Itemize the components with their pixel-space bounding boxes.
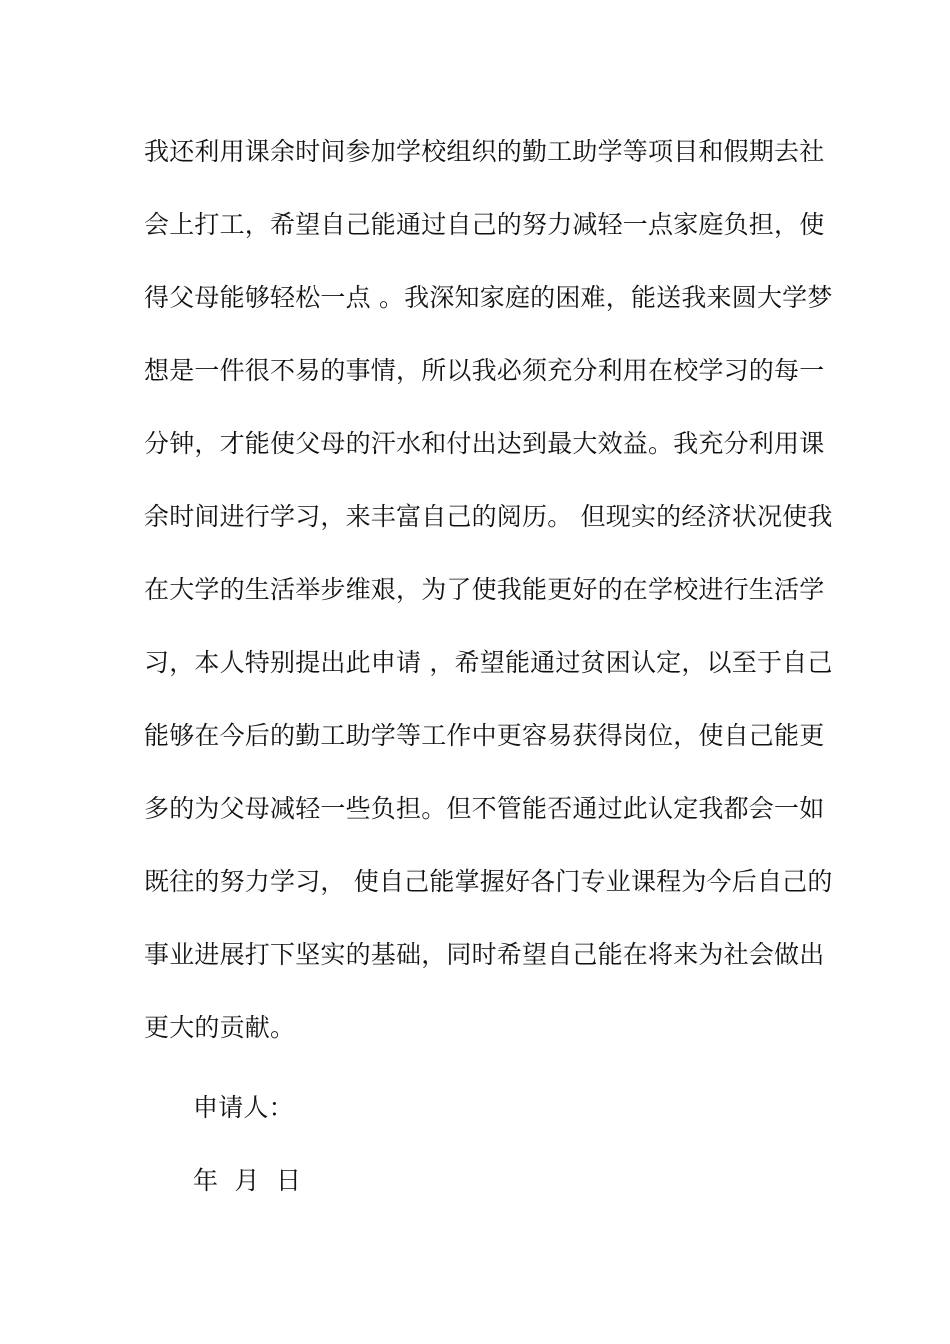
body-line-4: 想是一件很不易的事情，所以我必须充分利用在校学习的每一: [144, 356, 825, 385]
body-line-9: 能够在今后的勤工助学等工作中更容易获得岗位，使自己能更: [144, 721, 825, 750]
body-line-10: 多的为父母减轻一些负担。但不管能否通过此认定我都会一如: [144, 794, 825, 823]
body-line-5: 分钟，才能使父母的汗水和付出达到最大效益。我充分利用课: [144, 429, 825, 458]
body-line-1: 我还利用课余时间参加学校组织的勤工助学等项目和假期去社: [144, 137, 825, 166]
body-line-11: 既往的努力学习， 使自己能掌握好各门专业课程为今后自己的: [144, 867, 833, 896]
body-line-7: 在大学的生活举步维艰，为了使我能更好的在学校进行生活学: [144, 575, 825, 604]
applicant-label: 申请人：: [193, 1093, 294, 1122]
body-line-3: 得父母能够轻松一点 。我深知家庭的困难，能送我来圆大学梦: [144, 283, 833, 312]
body-line-6: 余时间进行学习，来丰富自己的阅历。 但现实的经济状况使我: [144, 502, 833, 531]
body-line-13: 更大的贡献。: [144, 1013, 296, 1042]
date-label: 年 月 日: [193, 1166, 302, 1195]
body-line-2: 会上打工，希望自己能通过自己的努力减轻一点家庭负担，使: [144, 210, 825, 239]
body-line-8: 习，本人特别提出此申请 ，希望能通过贫困认定，以至于自己: [144, 648, 833, 677]
body-line-12: 事业进展打下坚实的基础，同时希望自己能在将来为社会做出: [144, 940, 825, 969]
